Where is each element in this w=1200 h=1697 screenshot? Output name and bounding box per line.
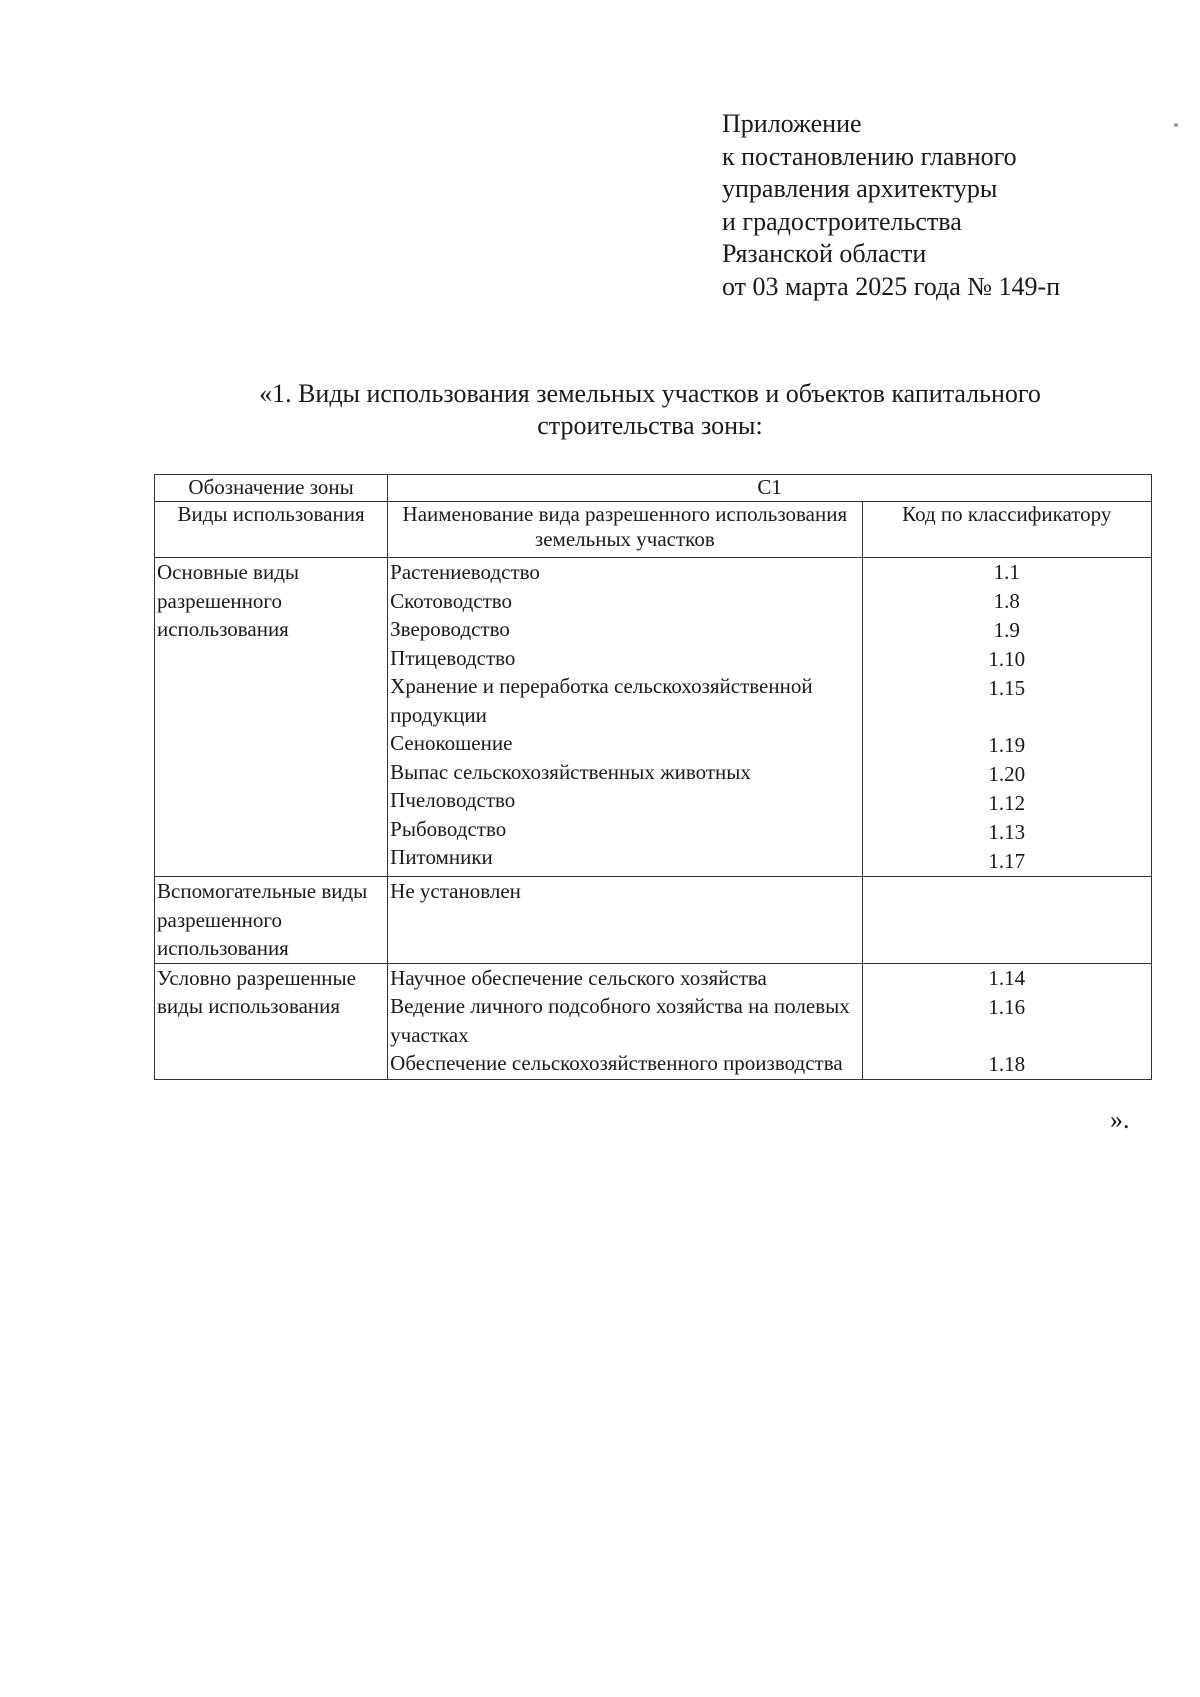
usage-name: Птицеводство <box>390 645 516 670</box>
usage-name: Звероводство <box>390 617 510 641</box>
zone-label-cell: Обозначение зоны <box>155 475 388 502</box>
usage-code-cell <box>862 963 1151 1079</box>
appendix-line: управления архитектуры <box>722 174 998 203</box>
appendix-line: Приложение <box>722 109 862 138</box>
usage-name: Рыбоводство <box>390 816 507 841</box>
usage-code: 1.9 <box>993 618 1020 642</box>
zone-table <box>154 474 1152 1080</box>
usage-group-label: Вспомогательные виды разрешенного использования <box>155 877 388 964</box>
col-code-header: Код по классификатору <box>862 502 1151 558</box>
title-line: строительства зоны: <box>537 411 763 440</box>
usage-code: 1.20 <box>988 762 1026 786</box>
usage-group-label: Основные виды разрешенного использования <box>155 558 388 877</box>
usage-code: 1.17 <box>988 849 1026 873</box>
usage-code: 1.1 <box>993 560 1020 584</box>
table-row <box>155 558 1152 877</box>
usage-code <box>865 877 1149 906</box>
usage-name: Растениеводство <box>390 560 540 584</box>
usage-name: Пчеловодство <box>390 788 516 812</box>
scan-speck <box>1174 123 1178 127</box>
title-line: «1. Виды использования земельных участков и объектов капитального <box>259 379 1041 408</box>
usage-name-cell <box>388 877 862 964</box>
usage-name: Не установлен <box>390 879 521 903</box>
table-row <box>155 877 1152 964</box>
usage-name: Выпас сельскохозяйственных животных <box>390 759 751 784</box>
usage-name-cell <box>388 963 862 1079</box>
usage-name: Научное обеспечение сельского хозяйства <box>390 965 767 990</box>
usage-code: 1.16 <box>988 994 1026 1019</box>
col-name-header: Наименование вида разрешенного использования земельных участков <box>388 502 862 558</box>
usage-name: Хранение и переработка сельскохозяйственной продукции <box>390 674 813 727</box>
usage-code: 1.13 <box>988 820 1026 844</box>
usage-code-cell <box>862 558 1151 877</box>
usage-code: 1.19 <box>988 733 1026 757</box>
zone-value-cell: С1 <box>388 475 1152 502</box>
appendix-header <box>722 108 1162 303</box>
groups-body <box>155 558 1152 1080</box>
usage-code: 1.14 <box>988 965 1026 990</box>
usage-name: Обеспечение сельскохозяйственного производства <box>390 1051 843 1075</box>
usage-code: 1.18 <box>988 1051 1026 1076</box>
usage-name: Ведение личного подсобного хозяйства на полевых участках <box>390 994 850 1047</box>
usage-code: 1.10 <box>988 647 1026 671</box>
appendix-line: Рязанской области <box>722 239 927 268</box>
usage-name: Скотоводство <box>390 588 513 613</box>
usage-name-cell <box>388 558 862 877</box>
closing-quote: ». <box>1110 1105 1130 1134</box>
usage-code: 1.15 <box>988 676 1026 700</box>
usage-group-label: Условно разрешенные виды использования <box>155 963 388 1079</box>
appendix-line: к постановлению главного <box>722 141 1017 171</box>
appendix-line: от 03 марта 2025 года № 149-п <box>722 271 1061 301</box>
zone-row <box>155 475 1152 502</box>
table-row <box>155 963 1152 1079</box>
usage-name: Питомники <box>390 845 493 869</box>
usage-code: 1.8 <box>993 589 1020 613</box>
column-header-row <box>155 502 1152 558</box>
usage-code-cell <box>862 877 1151 964</box>
document-title <box>150 378 1150 442</box>
usage-code: 1.12 <box>988 791 1026 815</box>
col-usage-header: Виды использования <box>155 502 388 558</box>
appendix-line: и градостроительства <box>722 206 962 236</box>
usage-name: Сенокошение <box>390 731 513 755</box>
